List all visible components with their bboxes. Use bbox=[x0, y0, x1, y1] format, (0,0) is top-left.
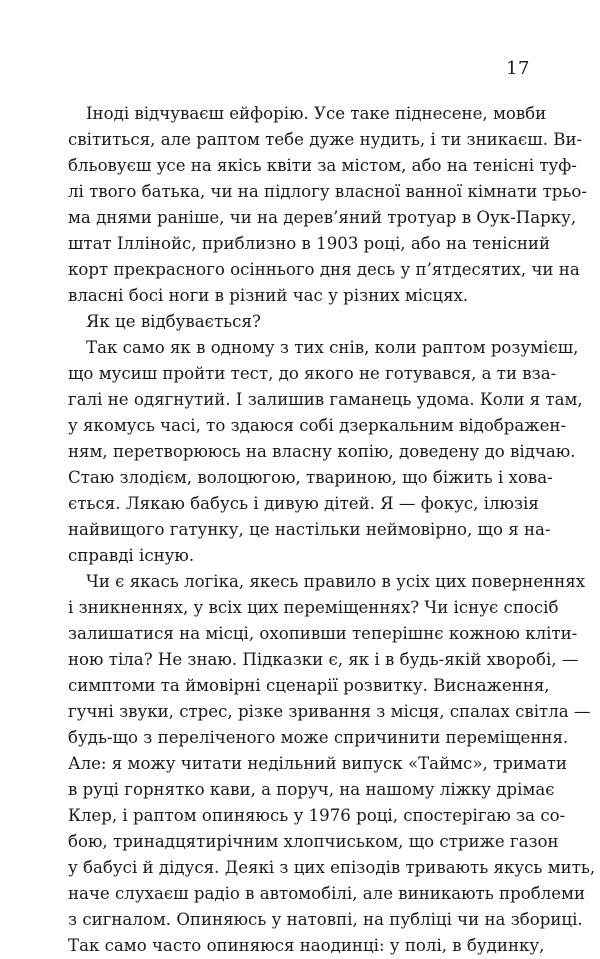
text-line: бльовуєш усе на якісь квіти за містом, або на тенісні туф- bbox=[68, 156, 577, 175]
text-line: Але: я можу читати недільний випуск «Таймс», тримати bbox=[68, 754, 567, 773]
text-line: Іноді відчуваєш ейфорію. Усе таке піднесене, мовби bbox=[86, 104, 547, 123]
text-line: у якомусь часі, то здаюся собі дзеркальним відображен- bbox=[68, 416, 567, 435]
text-line: найвищого гатунку, це настільки неймовірно, що я на- bbox=[68, 520, 551, 539]
text-line: симптоми та ймовірні сценарії розвитку. Виснаження, bbox=[68, 676, 550, 695]
text-line: ма днями раніше, чи на дерев’яний тротуар в Оук-Парку, bbox=[68, 208, 577, 227]
paragraph bbox=[68, 101, 588, 309]
text-line: бою, тринадцятирічним хлопчиськом, що стриже газон bbox=[68, 832, 559, 851]
text-line: ною тіла? Не знаю. Підказки є, як і в будь-якій хворобі, — bbox=[68, 650, 579, 669]
body-text bbox=[68, 101, 596, 959]
paragraph bbox=[68, 309, 530, 335]
text-line: залишатися на місці, охопивши теперішнє кожною кліти- bbox=[68, 624, 578, 643]
text-line: ється. Лякаю бабусь і дивую дітей. Я — фокус, ілюзія bbox=[68, 494, 539, 513]
paragraph bbox=[68, 335, 583, 569]
text-line: лі твого батька, чи на підлогу власної ванної кімнати трьо- bbox=[68, 182, 588, 201]
page-number: 17 bbox=[506, 58, 530, 79]
text-line: Чи є якась логіка, якесь правило в усіх цих поверненнях bbox=[86, 572, 586, 591]
text-line: штат Іллінойс, приблизно в 1903 році, або на тенісний bbox=[68, 234, 551, 253]
text-line: і зникненнях, у всіх цих переміщеннях? Чи існує спосіб bbox=[68, 598, 559, 617]
text-line: що мусиш пройти тест, до якого не готувався, а ти вза- bbox=[68, 364, 557, 383]
text-line: ням, перетворююсь на власну копію, доведену до відчаю. bbox=[68, 442, 576, 461]
text-line: гучні звуки, стрес, різке зривання з місця, спалах світла — bbox=[68, 702, 591, 721]
text-line: Клер, і раптом опиняюсь у 1976 році, спостерігаю за со- bbox=[68, 806, 566, 825]
text-line: світиться, але раптом тебе дуже нудить, і ти зникаєш. Ви- bbox=[68, 130, 583, 149]
text-line: Так само часто опиняюся наодинці: у полі, в будинку, bbox=[68, 936, 545, 955]
text-line: справді існую. bbox=[68, 546, 195, 565]
text-line: будь-що з переліченого може спричинити переміщення. bbox=[68, 728, 569, 747]
text-line: Так само як в одному з тих снів, коли раптом розумієш, bbox=[86, 338, 579, 357]
text-line: з сигналом. Опиняюсь у натовпі, на публіці чи на збориці. bbox=[68, 910, 583, 929]
paragraph bbox=[68, 569, 596, 959]
text-line: корт прекрасного осіннього дня десь у п’ятдесятих, чи на bbox=[68, 260, 580, 279]
text-line: в руці горнятко кави, а поруч, на нашому ліжку дрімає bbox=[68, 780, 555, 799]
text-line: власні босі ноги в різний час у різних місцях. bbox=[68, 286, 469, 305]
text-line: наче слухаєш радіо в автомобілі, але виникають проблеми bbox=[68, 884, 586, 903]
text-line: галі не одягнутий. І залишив гаманець удома. Коли я там, bbox=[68, 390, 583, 409]
text-line: Як це відбувається? bbox=[86, 312, 261, 331]
text-line: у бабусі й дідуся. Деякі з цих епізодів тривають якусь мить, bbox=[68, 858, 596, 877]
text-line: Стаю злодієм, волоцюгою, твариною, що біжить і хова- bbox=[68, 468, 553, 487]
